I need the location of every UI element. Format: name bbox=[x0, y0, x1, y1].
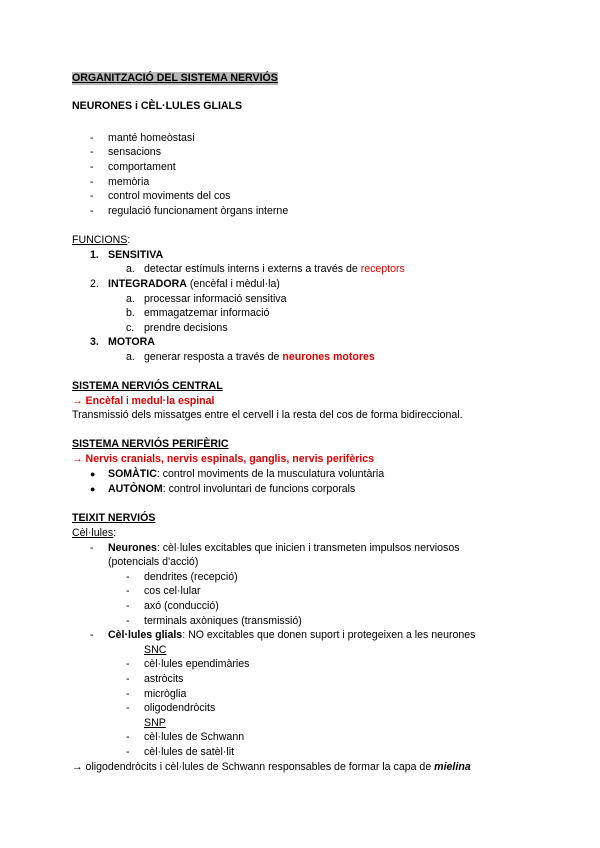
funcio-integradora-detail: a. processar informació sensitiva bbox=[126, 293, 287, 305]
cellules-label: Cèl·lules: bbox=[72, 527, 117, 539]
list-item: - memòria bbox=[90, 176, 150, 188]
snc-heading: SISTEMA NERVIÓS CENTRAL bbox=[72, 380, 223, 392]
list-item: - axó (conducció) bbox=[126, 600, 219, 612]
funcio-motora: 3. MOTORA bbox=[90, 336, 155, 348]
neurones-definition-cont: (potencials d'acció) bbox=[108, 556, 199, 568]
dash-marker: - bbox=[126, 731, 130, 743]
dash-marker: - bbox=[126, 673, 130, 685]
list-item: - cos cel·lular bbox=[126, 585, 201, 597]
list-item: - cèl·lules de Schwann bbox=[126, 731, 245, 743]
dash-marker: - bbox=[90, 176, 94, 188]
number-marker: 3. bbox=[90, 336, 99, 348]
list-item: - astròcits bbox=[126, 673, 184, 685]
letter-marker: c. bbox=[126, 322, 135, 334]
snp-item-somatic: ● SOMÀTIC: control moviments de la musculatura voluntària bbox=[90, 468, 385, 480]
glials-definition: - Cèl·lules glials: NO excitables que donen suport i protegeixen a les neurones bbox=[90, 629, 476, 641]
letter-marker: a. bbox=[126, 351, 135, 363]
arrow-icon: → bbox=[72, 453, 86, 465]
list-item: - cèl·lules ependimàries bbox=[126, 658, 250, 670]
list-item: - micròglia bbox=[126, 688, 187, 700]
funcio-sensitiva-detail: a. detectar estímuls interns i externs a través de receptors bbox=[126, 263, 405, 275]
teixit-heading: TEIXIT NERVIÓS bbox=[72, 512, 156, 524]
list-item: - terminals axòniques (transmissió) bbox=[126, 615, 302, 627]
dash-marker: - bbox=[90, 629, 94, 641]
snc-description: Transmissió dels missatges entre el cervell i la resta del cos de forma bidireccional. bbox=[72, 409, 463, 421]
funcio-sensitiva: 1. SENSITIVA bbox=[90, 249, 164, 261]
dash-marker: - bbox=[126, 688, 130, 700]
neurones-heading: NEURONES i CÈL·LULES GLIALS bbox=[72, 100, 243, 112]
arrow-icon: → bbox=[72, 761, 86, 773]
list-item: - manté homeòstasi bbox=[90, 132, 195, 144]
arrow-icon: → bbox=[72, 395, 86, 407]
dash-marker: - bbox=[90, 132, 94, 144]
dash-marker: - bbox=[90, 542, 94, 554]
dash-marker: - bbox=[126, 585, 130, 597]
list-item: - comportament bbox=[90, 161, 176, 173]
dash-marker: - bbox=[126, 702, 130, 714]
dash-marker: - bbox=[126, 571, 130, 583]
dash-marker: - bbox=[126, 746, 130, 758]
neurones-motores-highlight: neurones motores bbox=[282, 351, 375, 363]
letter-marker: b. bbox=[126, 307, 135, 319]
list-item: - oligodendròcits bbox=[126, 702, 216, 714]
letter-marker: a. bbox=[126, 263, 135, 275]
dash-marker: - bbox=[126, 615, 130, 627]
dash-marker: - bbox=[90, 190, 94, 202]
snp-item-autonom: ● AUTÒNOM: control involuntari de funcions corporals bbox=[90, 483, 356, 495]
dash-marker: - bbox=[90, 146, 94, 158]
snc-components: → Encèfal i medul·la espinal bbox=[72, 395, 215, 407]
neurones-definition: - Neurones: cèl·lules excitables que inicien i transmeten impulsos nerviosos bbox=[90, 542, 460, 554]
mielina-note: → oligodendròcits i cèl·lules de Schwann responsables de formar la capa de mielina bbox=[72, 761, 471, 773]
dash-marker: - bbox=[90, 161, 94, 173]
list-item: - sensacions bbox=[90, 146, 161, 158]
bullet-icon: ● bbox=[90, 469, 96, 479]
list-item: - regulació funcionament òrgans interne bbox=[90, 205, 289, 217]
funcio-integradora: 2. INTEGRADORA (encèfal i mèdul·la) bbox=[90, 278, 280, 290]
snp-components: → Nervis cranials, nervis espinals, ganglis, nervis perifèrics bbox=[72, 453, 375, 465]
list-item: - dendrites (recepció) bbox=[126, 571, 238, 583]
letter-marker: a. bbox=[126, 293, 135, 305]
funcio-motora-detail: a. generar resposta a través de neurones motores bbox=[126, 351, 375, 363]
funcio-integradora-detail: b. emmagatzemar informació bbox=[126, 307, 270, 319]
document-title: ORGANITZACIÓ DEL SISTEMA NERVIÓS bbox=[72, 72, 278, 84]
snc-sublabel: SNC bbox=[144, 644, 167, 656]
number-marker: 1. bbox=[90, 249, 99, 261]
dash-marker: - bbox=[126, 600, 130, 612]
snp-sublabel: SNP bbox=[144, 717, 166, 729]
receptors-highlight: receptors bbox=[360, 263, 405, 275]
funcio-integradora-detail: c. prendre decisions bbox=[126, 322, 228, 334]
funcions-heading: FUNCIONS: bbox=[72, 234, 131, 246]
list-item: - cèl·lules de satèl·lit bbox=[126, 746, 235, 758]
number-marker: 2. bbox=[90, 278, 99, 290]
bullet-icon: ● bbox=[90, 484, 96, 494]
list-item: - control moviments del cos bbox=[90, 190, 231, 202]
snp-heading: SISTEMA NERVIÓS PERIFÈRIC bbox=[72, 438, 229, 450]
dash-marker: - bbox=[90, 205, 94, 217]
dash-marker: - bbox=[126, 658, 130, 670]
